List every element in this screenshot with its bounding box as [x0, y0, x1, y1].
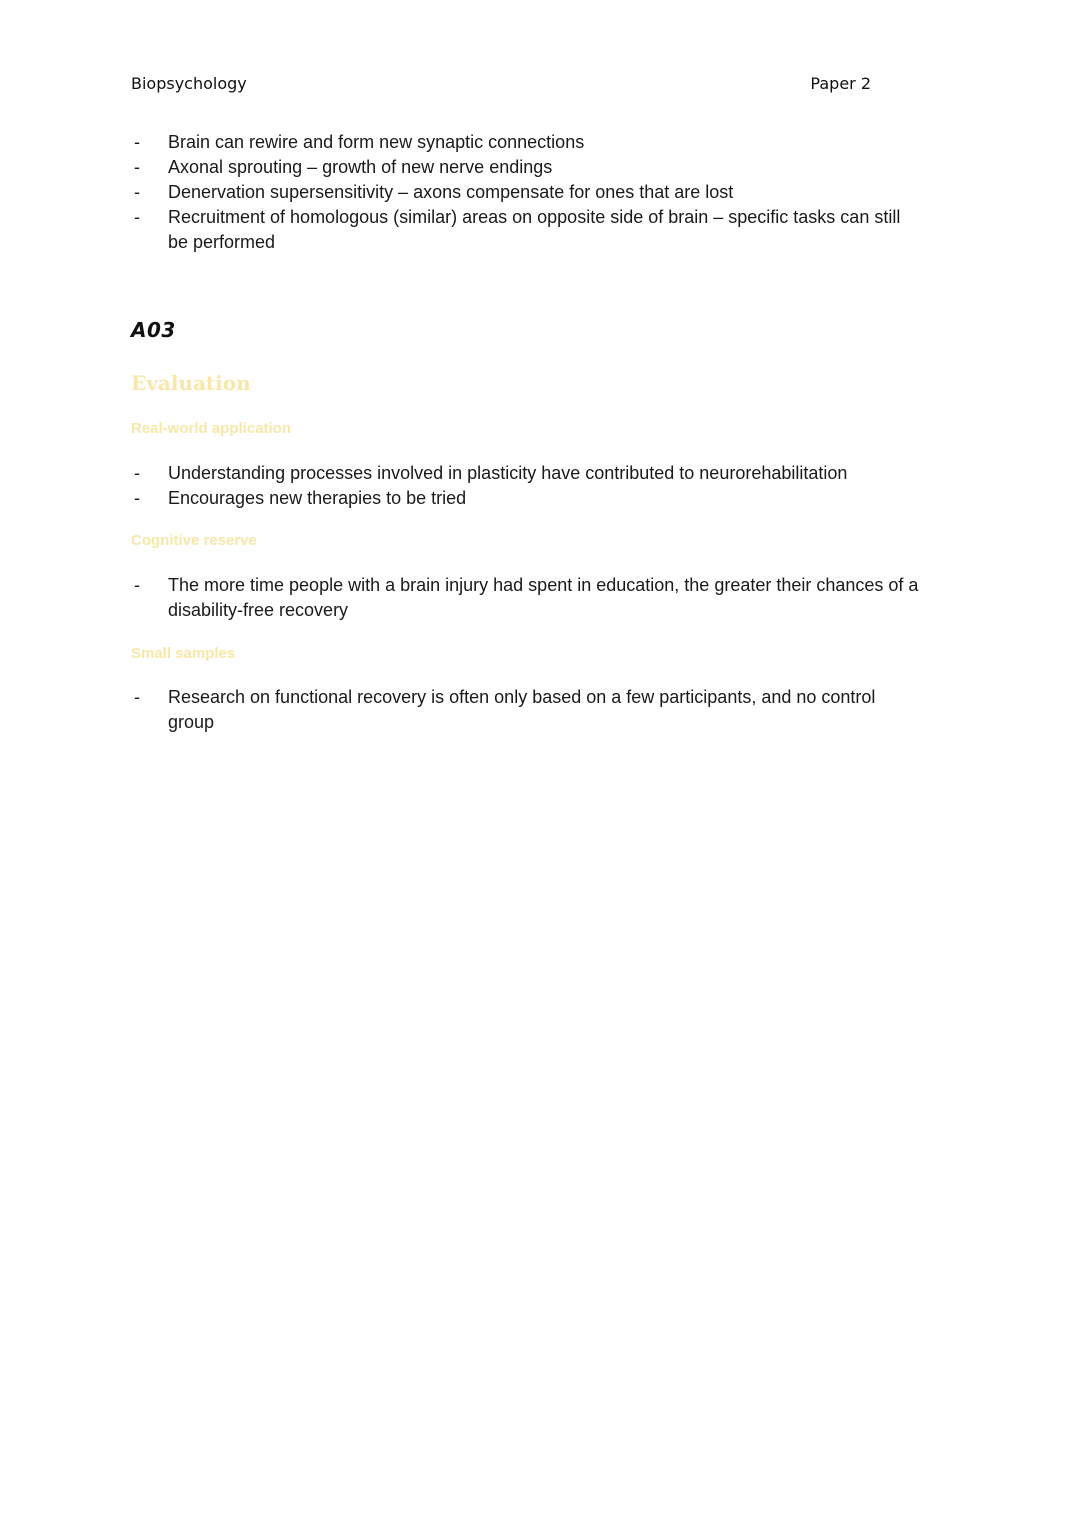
point-heading-cognitive-reserve: Cognitive reserve: [131, 532, 257, 549]
list-item-text: The more time people with a brain injury had spent in education, the greater their chances of a disability-free recovery: [168, 575, 919, 620]
list-item: - Denervation supersensitivity – axons compensate for ones that are lost: [134, 182, 734, 202]
list-item-text: Recruitment of homologous (similar) areas on opposite side of brain – specific tasks can still be performed: [168, 207, 901, 252]
page-header: [131, 74, 871, 98]
cognitive-reserve-list: [131, 573, 921, 623]
point-heading-small-samples: Small samples: [131, 645, 236, 662]
section-label-ao3: A03: [131, 318, 176, 342]
list-item: - Axonal sprouting – growth of new nerve endings: [134, 157, 553, 177]
list-item-text: Brain can rewire and form new synaptic connections: [168, 132, 585, 152]
list-item: - Understanding processes involved in plasticity have contributed to neurorehabilitation: [134, 463, 848, 483]
list-item: - The more time people with a brain injury had spent in education, the greater their chances of a disability-free recovery: [134, 575, 919, 620]
small-samples-list: [131, 685, 921, 735]
list-item: - Recruitment of homologous (similar) areas on opposite side of brain – specific tasks can still be performed: [134, 207, 901, 252]
real-world-list: [131, 461, 921, 511]
evaluation-heading: Evaluation: [131, 371, 251, 395]
list-item: - Brain can rewire and form new synaptic connections: [134, 132, 585, 152]
list-item: - Research on functional recovery is often only based on a few participants, and no control group: [134, 687, 876, 732]
intro-list: [131, 130, 921, 255]
header-subject: Biopsychology: [131, 74, 247, 93]
list-item-text: Denervation supersensitivity – axons compensate for ones that are lost: [168, 182, 734, 202]
list-item-text: Encourages new therapies to be tried: [168, 488, 467, 508]
point-heading-real-world: Real-world application: [131, 420, 292, 437]
list-item-text: Understanding processes involved in plasticity have contributed to neurorehabilitation: [168, 463, 848, 483]
header-paper: Paper 2: [810, 74, 871, 93]
list-item: - Encourages new therapies to be tried: [134, 488, 467, 508]
list-item-text: Research on functional recovery is often only based on a few participants, and no control group: [168, 687, 876, 732]
list-item-text: Axonal sprouting – growth of new nerve endings: [168, 157, 553, 177]
